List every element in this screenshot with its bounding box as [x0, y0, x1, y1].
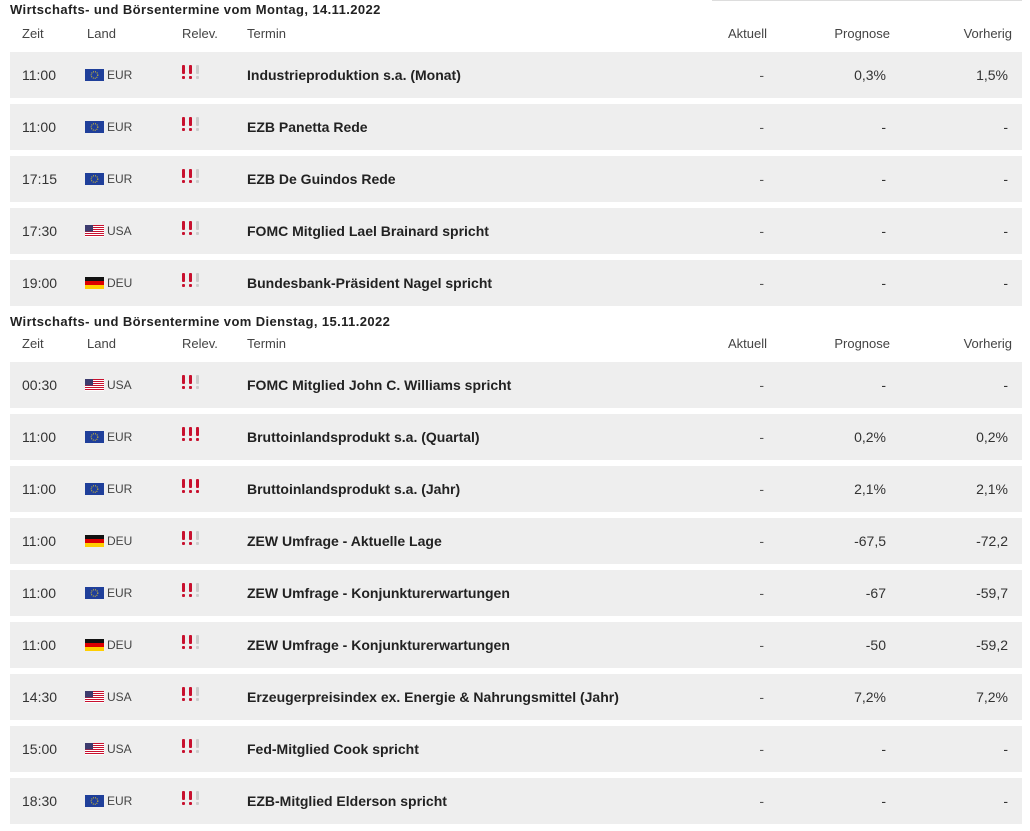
header-termin: Termin [247, 336, 287, 351]
table-row[interactable] [10, 104, 1022, 150]
actual-value: - [759, 171, 764, 187]
table-row[interactable] [10, 52, 1022, 98]
forecast-value: - [881, 171, 886, 187]
event-term-link[interactable]: EZB Panetta Rede [247, 119, 368, 135]
country-code: EUR [107, 172, 133, 186]
de-flag-icon [85, 638, 104, 650]
event-term-link[interactable]: Bruttoinlandsprodukt s.a. (Quartal) [247, 429, 480, 445]
header-zeit: Zeit [22, 26, 44, 41]
forecast-value: - [881, 793, 886, 809]
relevance-icon [180, 272, 204, 288]
previous-value: - [1003, 223, 1008, 239]
forecast-value: - [881, 741, 886, 757]
table-header [10, 336, 1022, 356]
table-row[interactable] [10, 362, 1022, 408]
us-flag-icon [85, 378, 104, 390]
previous-value: -59,7 [976, 585, 1008, 601]
relevance-icon [180, 686, 204, 702]
previous-value: - [1003, 119, 1008, 135]
eu-flag-icon [85, 120, 104, 132]
table-row[interactable] [10, 570, 1022, 616]
country-code: USA [107, 378, 132, 392]
country-code: EUR [107, 120, 133, 134]
table-header [10, 26, 1022, 46]
event-time: 15:00 [22, 741, 58, 757]
event-term-link[interactable]: Erzeugerpreisindex ex. Energie & Nahrungsmittel (Jahr) [247, 689, 619, 705]
previous-value: 0,2% [976, 429, 1008, 445]
section-title: Wirtschafts- und Börsentermine vom Dienstag, 15.11.2022 [10, 314, 391, 329]
actual-value: - [759, 275, 764, 291]
event-time: 11:00 [22, 533, 56, 549]
previous-value: - [1003, 377, 1008, 393]
relevance-icon [180, 530, 204, 546]
actual-value: - [759, 793, 764, 809]
country-code: USA [107, 742, 132, 756]
actual-value: - [759, 377, 764, 393]
event-term-link[interactable]: Bundesbank-Präsident Nagel spricht [247, 275, 493, 291]
actual-value: - [759, 689, 764, 705]
forecast-value: 0,3% [854, 67, 886, 83]
country-code: EUR [107, 794, 133, 808]
country-code: EUR [107, 430, 133, 444]
relevance-icon [180, 790, 204, 806]
us-flag-icon [85, 224, 104, 236]
event-time: 19:00 [22, 275, 58, 291]
forecast-value: 2,1% [854, 481, 886, 497]
event-term-link[interactable]: Bruttoinlandsprodukt s.a. (Jahr) [247, 481, 461, 497]
us-flag-icon [85, 690, 104, 702]
us-flag-icon [85, 742, 104, 754]
event-time: 14:30 [22, 689, 58, 705]
table-row[interactable] [10, 466, 1022, 512]
forecast-value: - [881, 119, 886, 135]
relevance-icon [180, 582, 204, 598]
header-vorherig: Vorherig [963, 26, 1012, 41]
relevance-icon [180, 220, 204, 236]
relevance-icon [180, 64, 204, 80]
event-term-link[interactable]: Fed-Mitglied Cook spricht [247, 741, 419, 757]
header-zeit: Zeit [22, 336, 44, 351]
header-relev: Relev. [182, 26, 218, 41]
table-row[interactable] [10, 778, 1022, 824]
section-title: Wirtschafts- und Börsentermine vom Montag, 14.11.2022 [10, 2, 381, 17]
relevance-icon [180, 738, 204, 754]
header-land: Land [87, 26, 116, 41]
actual-value: - [759, 533, 764, 549]
event-time: 11:00 [22, 67, 56, 83]
table-row[interactable] [10, 726, 1022, 772]
forecast-value: -67 [865, 585, 886, 601]
event-term-link[interactable]: ZEW Umfrage - Konjunkturerwartungen [247, 637, 510, 653]
country-code: USA [107, 690, 132, 704]
previous-value: - [1003, 793, 1008, 809]
forecast-value: - [881, 223, 886, 239]
event-time: 17:15 [22, 171, 58, 187]
event-time: 11:00 [22, 429, 56, 445]
event-term-link[interactable]: ZEW Umfrage - Konjunkturerwartungen [247, 585, 510, 601]
country-code: USA [107, 224, 132, 238]
eu-flag-icon [85, 794, 104, 806]
previous-value: - [1003, 275, 1008, 291]
previous-value: 1,5% [976, 67, 1008, 83]
eu-flag-icon [85, 68, 104, 80]
relevance-icon [180, 168, 204, 184]
actual-value: - [759, 741, 764, 757]
event-term-link[interactable]: ZEW Umfrage - Aktuelle Lage [247, 533, 442, 549]
previous-value: -59,2 [976, 637, 1008, 653]
forecast-value: -67,5 [854, 533, 886, 549]
relevance-icon [180, 116, 204, 132]
table-row[interactable] [10, 674, 1022, 720]
header-prognose: Prognose [834, 336, 890, 351]
eu-flag-icon [85, 430, 104, 442]
event-term-link[interactable]: FOMC Mitglied Lael Brainard spricht [247, 223, 489, 239]
country-code: DEU [107, 534, 133, 548]
table-row[interactable] [10, 260, 1022, 306]
header-land: Land [87, 336, 116, 351]
eu-flag-icon [85, 482, 104, 494]
table-row[interactable] [10, 622, 1022, 668]
event-time: 00:30 [22, 377, 58, 393]
event-term-link[interactable]: Industrieproduktion s.a. (Monat) [247, 67, 461, 83]
de-flag-icon [85, 276, 104, 288]
forecast-value: 7,2% [854, 689, 886, 705]
eu-flag-icon [85, 586, 104, 598]
previous-value: 2,1% [976, 481, 1008, 497]
previous-value: -72,2 [976, 533, 1008, 549]
top-divider [712, 0, 1022, 1]
actual-value: - [759, 429, 764, 445]
country-code: EUR [107, 586, 133, 600]
eu-flag-icon [85, 172, 104, 184]
previous-value: - [1003, 171, 1008, 187]
relevance-icon [180, 634, 204, 650]
header-aktuell: Aktuell [727, 26, 767, 41]
table-row[interactable] [10, 156, 1022, 202]
actual-value: - [759, 481, 764, 497]
de-flag-icon [85, 534, 104, 546]
table-row[interactable] [10, 518, 1022, 564]
relevance-icon [180, 426, 204, 442]
actual-value: - [759, 223, 764, 239]
table-row[interactable] [10, 208, 1022, 254]
actual-value: - [759, 585, 764, 601]
country-code: DEU [107, 638, 133, 652]
country-code: DEU [107, 276, 133, 290]
event-term-link[interactable]: FOMC Mitglied John C. Williams spricht [247, 377, 512, 393]
header-relev: Relev. [182, 336, 218, 351]
header-prognose: Prognose [834, 26, 890, 41]
forecast-value: - [881, 377, 886, 393]
actual-value: - [759, 637, 764, 653]
event-time: 18:30 [22, 793, 58, 809]
forecast-value: -50 [865, 637, 886, 653]
header-aktuell: Aktuell [727, 336, 767, 351]
forecast-value: 0,2% [854, 429, 886, 445]
previous-value: - [1003, 741, 1008, 757]
country-code: EUR [107, 68, 133, 82]
event-time: 11:00 [22, 585, 56, 601]
country-code: EUR [107, 482, 133, 496]
actual-value: - [759, 119, 764, 135]
event-time: 11:00 [22, 119, 56, 135]
table-row[interactable] [10, 414, 1022, 460]
event-time: 11:00 [22, 637, 56, 653]
relevance-icon [180, 374, 204, 390]
relevance-icon [180, 478, 204, 494]
previous-value: 7,2% [976, 689, 1008, 705]
event-time: 17:30 [22, 223, 58, 239]
event-time: 11:00 [22, 481, 56, 497]
forecast-value: - [881, 275, 886, 291]
event-term-link[interactable]: EZB De Guindos Rede [247, 171, 396, 187]
header-termin: Termin [247, 26, 287, 41]
event-term-link[interactable]: EZB-Mitglied Elderson spricht [247, 793, 447, 809]
header-vorherig: Vorherig [963, 336, 1012, 351]
actual-value: - [759, 67, 764, 83]
